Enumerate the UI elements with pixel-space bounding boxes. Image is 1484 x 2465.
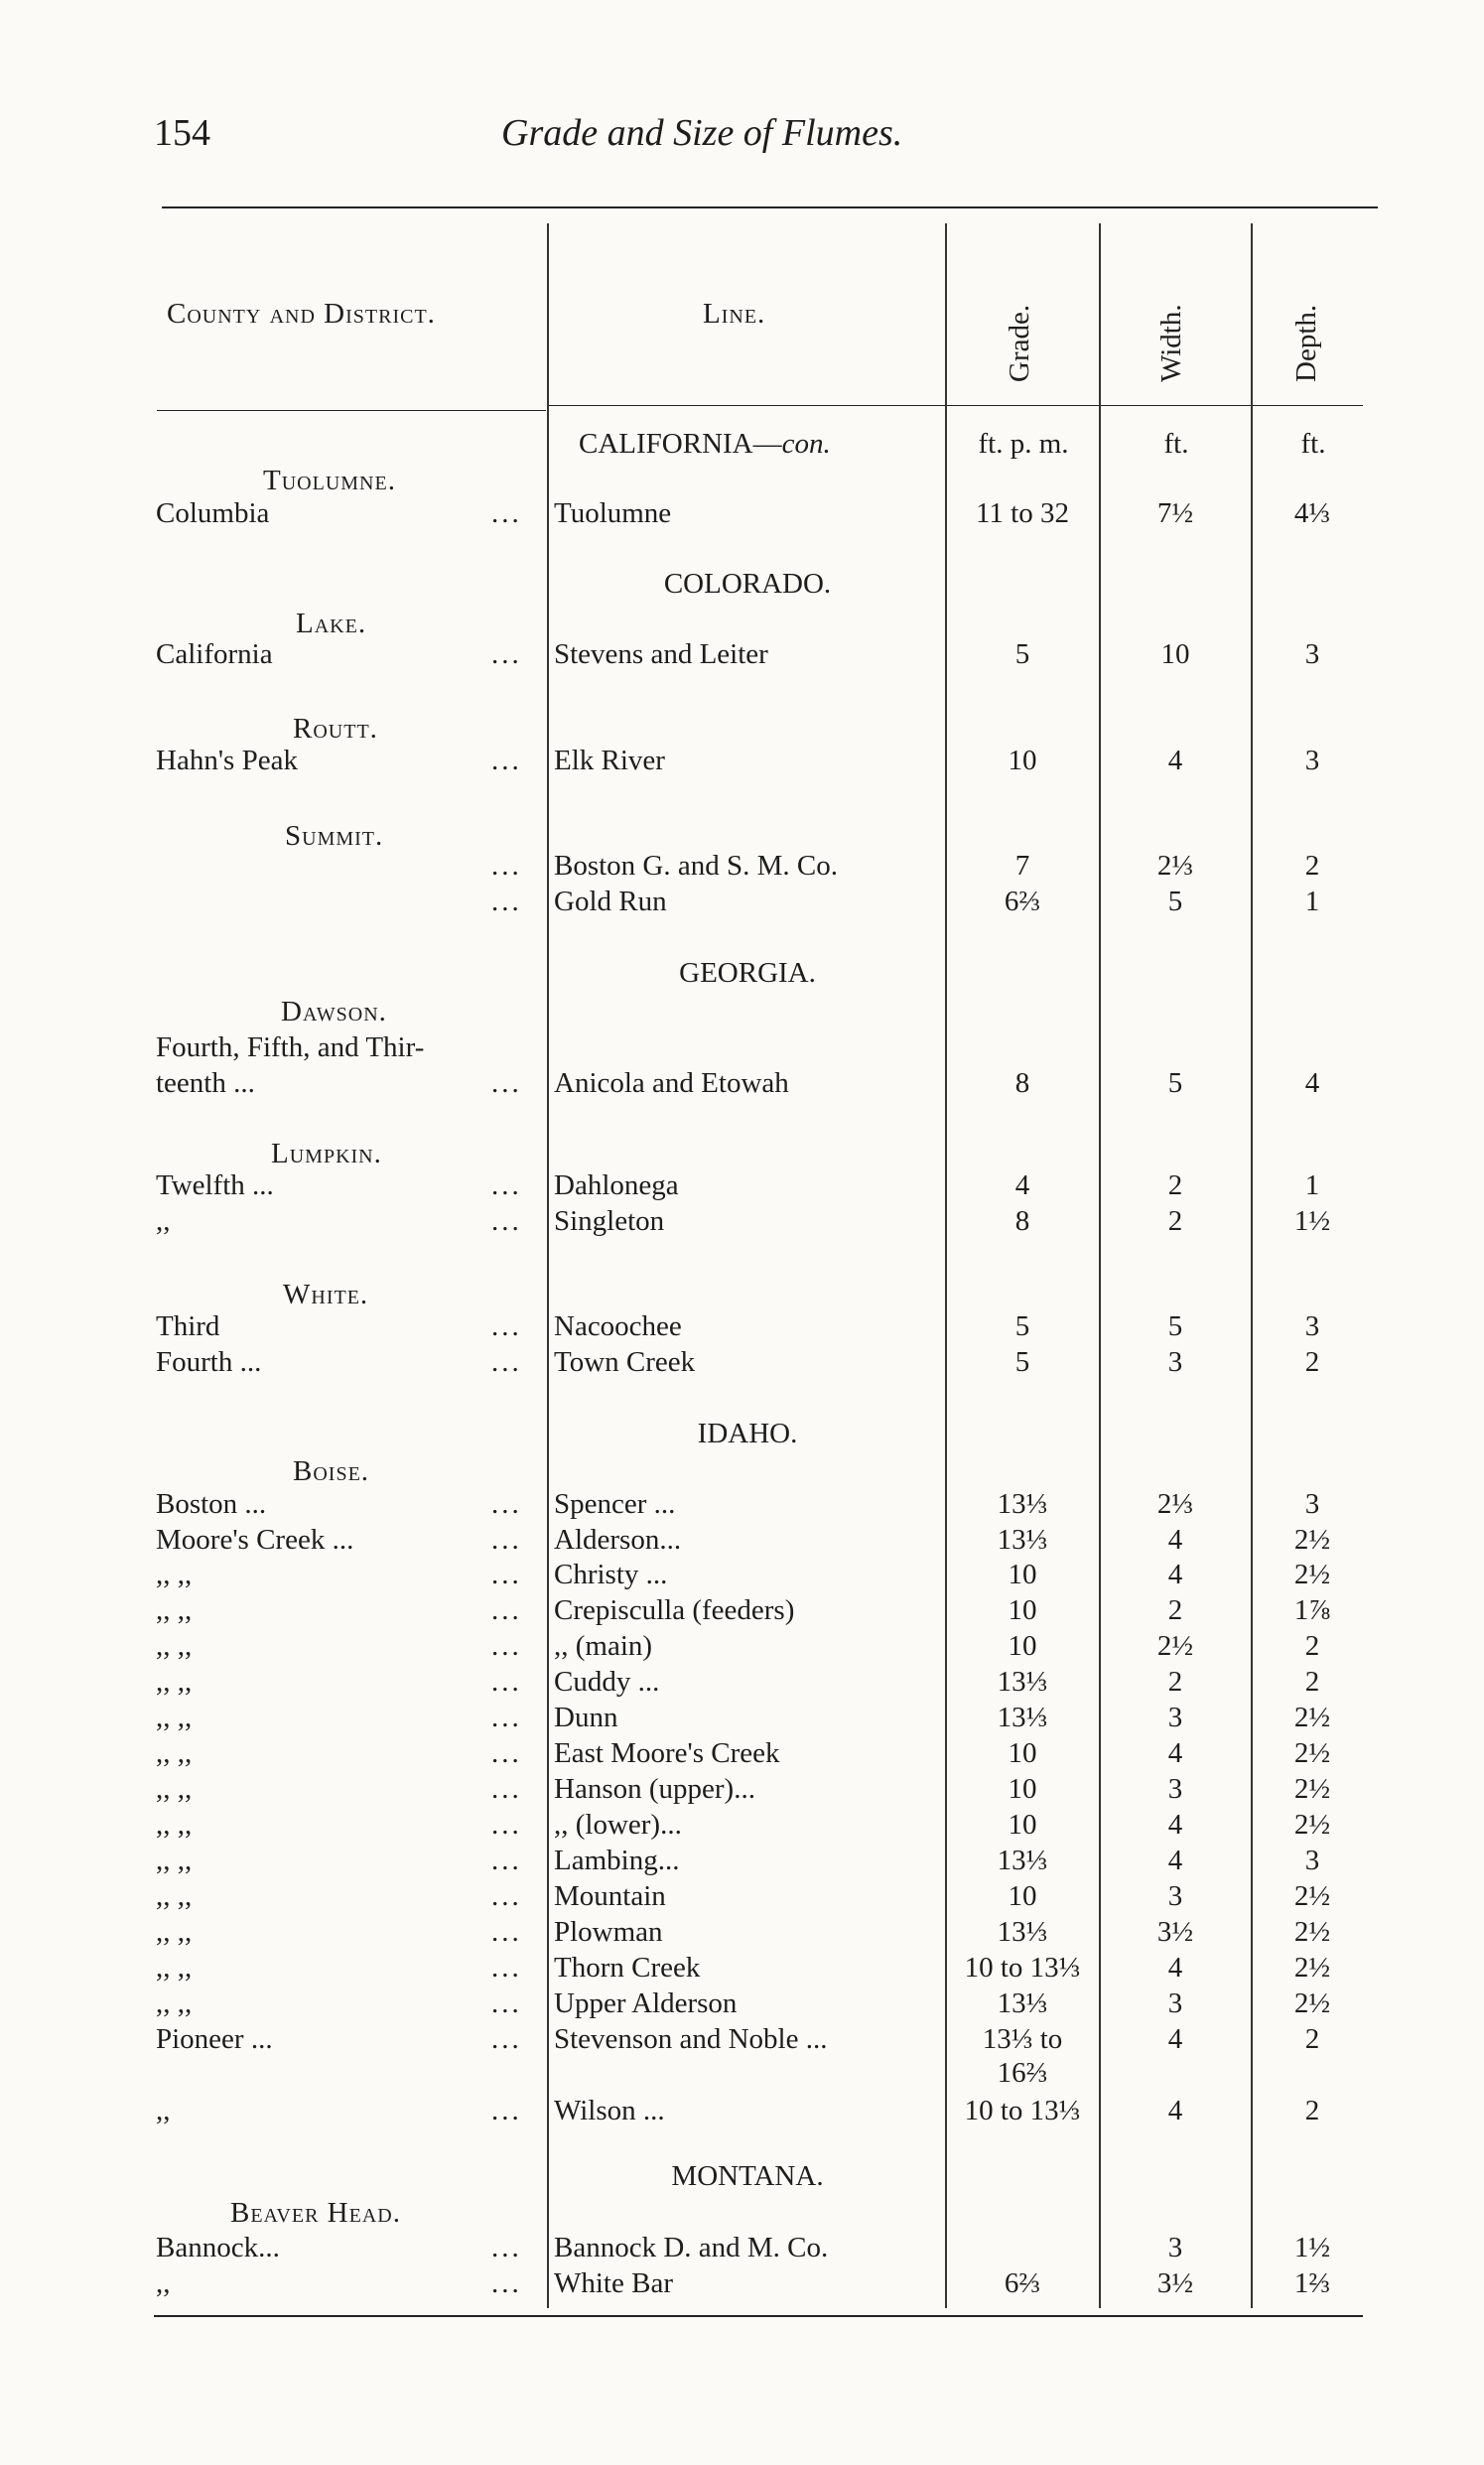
grade-cell: 13⅓ to (982, 2023, 1063, 2055)
depth-cell: 2 (1304, 2023, 1320, 2055)
page-number: 154 (154, 112, 210, 154)
line-cell: East Moore's Creek (554, 1737, 780, 1769)
leader-dots: ... (491, 1845, 522, 1876)
county-heading: Tuolumne. (263, 465, 396, 496)
district-cell: Fourth ... (156, 1346, 262, 1378)
district-cell: ,, ,, (156, 1880, 193, 1912)
top-rule (162, 206, 1378, 208)
leader-dots: ... (491, 497, 522, 529)
header-rule-right (549, 405, 1363, 406)
width-cell: 10 (1160, 638, 1190, 670)
bottom-rule (154, 2315, 1363, 2317)
district-cell: Pioneer ... (156, 2023, 273, 2055)
district-cell: Moore's Creek ... (156, 1524, 354, 1556)
grade-cell: 10 (1008, 1880, 1037, 1912)
district-cell: California (156, 638, 273, 670)
depth-cell: 1 (1304, 886, 1320, 917)
width-cell: 5 (1167, 1067, 1183, 1099)
state-heading: IDAHO. (697, 1418, 798, 1449)
depth-cell: 1½ (1293, 2232, 1331, 2263)
width-cell: 4 (1167, 1737, 1183, 1769)
district-cell: ,, (156, 1205, 171, 1237)
leader-dots: ... (491, 886, 522, 917)
width-cell: 3 (1167, 1702, 1183, 1733)
depth-cell: 2½ (1293, 1987, 1331, 2019)
leader-dots: ... (491, 1594, 522, 1626)
district-cell: Boston ... (156, 1488, 267, 1520)
district-cell: Bannock... (156, 2232, 280, 2263)
line-cell: ,, (main) (554, 1630, 653, 1662)
line-cell: Alderson... (554, 1524, 682, 1556)
district-cell: Hahn's Peak (156, 745, 298, 776)
district-cell: ,, ,, (156, 1845, 193, 1876)
leader-dots: ... (491, 1488, 522, 1520)
depth-cell: 2½ (1293, 1916, 1331, 1948)
column-header-width: Width. (1155, 304, 1187, 382)
width-cell: 2½ (1156, 1630, 1194, 1662)
leader-dots: ... (491, 1346, 522, 1378)
depth-cell: 2 (1304, 1666, 1320, 1698)
leader-dots: ... (491, 2023, 522, 2055)
depth-cell: 1 (1304, 1169, 1320, 1201)
line-cell: Anicola and Etowah (554, 1067, 789, 1099)
grade-cell: 13⅓ (997, 1524, 1048, 1556)
line-cell: Town Creek (554, 1346, 696, 1378)
depth-cell: 2½ (1293, 1880, 1331, 1912)
width-cell: 2 (1167, 1666, 1183, 1698)
grade-cell: 10 (1008, 1773, 1037, 1805)
line-cell: Spencer ... (554, 1488, 676, 1520)
width-cell: 3½ (1156, 2267, 1194, 2299)
grade-cell: 6⅔ (1004, 2267, 1041, 2299)
line-cell: Elk River (554, 745, 665, 776)
district-cell: ,, ,, (156, 1559, 193, 1590)
leader-dots: ... (491, 2095, 522, 2126)
leader-dots: ... (491, 1702, 522, 1733)
width-cell: 5 (1167, 886, 1183, 917)
width-cell: 3 (1167, 2232, 1183, 2263)
running-title: Grade and Size of Flumes. (501, 112, 903, 154)
district-cell: ,, ,, (156, 1987, 193, 2019)
line-cell: White Bar (554, 2267, 673, 2299)
depth-cell: 3 (1304, 1310, 1320, 1342)
depth-cell: 2 (1304, 2095, 1320, 2126)
line-cell: Mountain (554, 1880, 666, 1912)
leader-dots: ... (491, 1773, 522, 1805)
leader-dots: ... (491, 1067, 522, 1099)
line-cell: Plowman (554, 1916, 663, 1948)
grade-cell: 6⅔ (1004, 886, 1041, 917)
district-cell: teenth ... (156, 1067, 255, 1099)
line-cell: Nacoochee (554, 1310, 682, 1342)
depth-cell: 2½ (1293, 1952, 1331, 1984)
width-cell: 4 (1167, 745, 1183, 776)
depth-cell: 2½ (1293, 1737, 1331, 1769)
column-rule (547, 223, 549, 2308)
line-cell: Dunn (554, 1702, 618, 1733)
leader-dots: ... (491, 1169, 522, 1201)
column-header-line: Line. (703, 298, 766, 330)
grade-cell: 10 (1008, 1630, 1037, 1662)
depth-cell: 4 (1304, 1067, 1320, 1099)
width-cell: 4 (1167, 1524, 1183, 1556)
width-cell: 5 (1167, 1310, 1183, 1342)
width-cell: 3 (1167, 1987, 1183, 2019)
line-cell: Dahlonega (554, 1169, 679, 1201)
width-cell: 4 (1167, 1952, 1183, 1984)
grade-cell: 13⅓ (997, 1666, 1048, 1698)
leader-dots: ... (491, 850, 522, 882)
district-cell: ,, (156, 2095, 171, 2126)
line-cell: Tuolumne (554, 497, 672, 529)
state-heading: GEORGIA. (679, 957, 816, 989)
grade-unit: ft. p. m. (978, 428, 1069, 460)
line-cell: Upper Alderson (554, 1987, 738, 2019)
page-header (154, 111, 1385, 161)
grade-cell: 13⅓ (997, 1987, 1048, 2019)
grade-cell: 5 (1014, 1310, 1030, 1342)
depth-cell: 2½ (1293, 1702, 1331, 1733)
grade-cell: 5 (1014, 1346, 1030, 1378)
width-cell: 2 (1167, 1205, 1183, 1237)
leader-dots: ... (491, 2267, 522, 2299)
width-cell: 4 (1167, 2095, 1183, 2126)
width-cell: 4 (1167, 1559, 1183, 1590)
line-cell: Stevenson and Noble ... (554, 2023, 828, 2055)
district-cell: ,, ,, (156, 1594, 193, 1626)
district-cell: ,, ,, (156, 1952, 193, 1984)
width-cell: 3 (1167, 1346, 1183, 1378)
district-cell: ,, ,, (156, 1702, 193, 1733)
width-cell: 7½ (1156, 497, 1194, 529)
county-heading: Lake. (296, 608, 367, 639)
column-header-depth: Depth. (1290, 304, 1322, 382)
leader-dots: ... (491, 1987, 522, 2019)
state-heading: MONTANA. (671, 2160, 824, 2192)
leader-dots: ... (491, 1524, 522, 1556)
depth-cell: 2 (1304, 1346, 1320, 1378)
grade-cell: 16⅔ (997, 2057, 1048, 2089)
line-cell: Bannock D. and M. Co. (554, 2232, 829, 2263)
width-cell: 2 (1167, 1594, 1183, 1626)
leader-dots: ... (491, 1666, 522, 1698)
depth-cell: 1⅔ (1293, 2267, 1331, 2299)
leader-dots: ... (491, 1737, 522, 1769)
county-heading: Summit. (285, 820, 384, 852)
county-heading: Dawson. (281, 996, 387, 1027)
depth-cell: 3 (1304, 1488, 1320, 1520)
line-cell: Hanson (upper)... (554, 1773, 755, 1805)
county-heading: Lumpkin. (271, 1138, 382, 1169)
district-cell: Twelfth ... (156, 1169, 274, 1201)
county-heading: Boise. (293, 1455, 370, 1487)
line-cell: Lambing... (554, 1845, 680, 1876)
district-cell: ,, ,, (156, 1737, 193, 1769)
depth-cell: 2½ (1293, 1524, 1331, 1556)
line-cell: Cuddy ... (554, 1666, 660, 1698)
line-cell: ,, (lower)... (554, 1809, 682, 1841)
leader-dots: ... (491, 1205, 522, 1237)
grade-cell: 8 (1014, 1205, 1030, 1237)
width-cell: 4 (1167, 2023, 1183, 2055)
leader-dots: ... (491, 1809, 522, 1841)
depth-cell: 2 (1304, 1630, 1320, 1662)
leader-dots: ... (491, 1310, 522, 1342)
depth-cell: 1⅞ (1293, 1594, 1331, 1626)
depth-cell: 2½ (1293, 1809, 1331, 1841)
width-cell: 4 (1167, 1845, 1183, 1876)
leader-dots: ... (491, 638, 522, 670)
grade-cell: 5 (1014, 638, 1030, 670)
grade-cell: 10 (1008, 1594, 1037, 1626)
depth-cell: 3 (1304, 638, 1320, 670)
state-heading: COLORADO. (663, 568, 832, 600)
grade-cell: 8 (1014, 1067, 1030, 1099)
district-cell: ,, ,, (156, 1773, 193, 1805)
county-heading: Routt. (293, 713, 378, 745)
grade-cell: 4 (1014, 1169, 1030, 1201)
width-cell: 2⅓ (1156, 850, 1194, 882)
line-cell: Crepisculla (feeders) (554, 1594, 795, 1626)
grade-cell: 13⅓ (997, 1488, 1048, 1520)
line-cell: Wilson ... (554, 2095, 665, 2126)
line-cell: Thorn Creek (554, 1952, 701, 1984)
leader-dots: ... (491, 745, 522, 776)
grade-cell: 11 to 32 (976, 497, 1069, 529)
width-cell: 3 (1167, 1880, 1183, 1912)
header-rule-left (157, 410, 546, 411)
leader-dots: ... (491, 2232, 522, 2263)
grade-cell: 10 to 13⅓ (964, 2095, 1081, 2126)
district-cell: Columbia (156, 497, 270, 529)
grade-cell: 13⅓ (997, 1845, 1048, 1876)
district-cell: Fourth, Fifth, and Thir- (156, 1031, 425, 1063)
grade-cell: 10 (1008, 1737, 1037, 1769)
leader-dots: ... (491, 1559, 522, 1590)
grade-cell: 13⅓ (997, 1916, 1048, 1948)
depth-cell: 3 (1304, 1845, 1320, 1876)
column-header-grade: Grade. (1004, 304, 1035, 382)
county-heading: White. (283, 1279, 369, 1310)
leader-dots: ... (491, 1630, 522, 1662)
line-cell: Christy ... (554, 1559, 668, 1590)
grade-cell: 10 to 13⅓ (964, 1952, 1081, 1984)
line-cell: Stevens and Leiter (554, 638, 768, 670)
depth-cell: 2 (1304, 850, 1320, 882)
column-header-county: County and District. (167, 298, 436, 330)
grade-cell: 7 (1014, 850, 1030, 882)
grade-cell: 10 (1008, 745, 1037, 776)
column-rule (945, 223, 947, 2308)
width-cell: 2 (1167, 1169, 1183, 1201)
width-cell: 2⅓ (1156, 1488, 1194, 1520)
depth-cell: 1½ (1293, 1205, 1331, 1237)
district-cell: Third (156, 1310, 220, 1342)
depth-cell: 2½ (1293, 1559, 1331, 1590)
width-cell: 3 (1167, 1773, 1183, 1805)
county-heading: Beaver Head. (230, 2197, 401, 2229)
grade-cell: 13⅓ (997, 1702, 1048, 1733)
leader-dots: ... (491, 1952, 522, 1984)
state-heading: CALIFORNIA—con. (579, 428, 831, 460)
depth-cell: 3 (1304, 745, 1320, 776)
district-cell: ,, ,, (156, 1809, 193, 1841)
grade-cell: 10 (1008, 1809, 1037, 1841)
depth-unit: ft. (1300, 428, 1326, 460)
line-cell: Singleton (554, 1205, 665, 1237)
depth-cell: 4⅓ (1293, 497, 1331, 529)
district-cell: ,, ,, (156, 1916, 193, 1948)
width-unit: ft. (1163, 428, 1189, 460)
leader-dots: ... (491, 1916, 522, 1948)
grade-cell: 10 (1008, 1559, 1037, 1590)
width-cell: 4 (1167, 1809, 1183, 1841)
line-cell: Boston G. and S. M. Co. (554, 850, 839, 882)
width-cell: 3½ (1156, 1916, 1194, 1948)
district-cell: ,, ,, (156, 1630, 193, 1662)
district-cell: ,, (156, 2267, 171, 2299)
leader-dots: ... (491, 1880, 522, 1912)
depth-cell: 2½ (1293, 1773, 1331, 1805)
line-cell: Gold Run (554, 886, 667, 917)
district-cell: ,, ,, (156, 1666, 193, 1698)
